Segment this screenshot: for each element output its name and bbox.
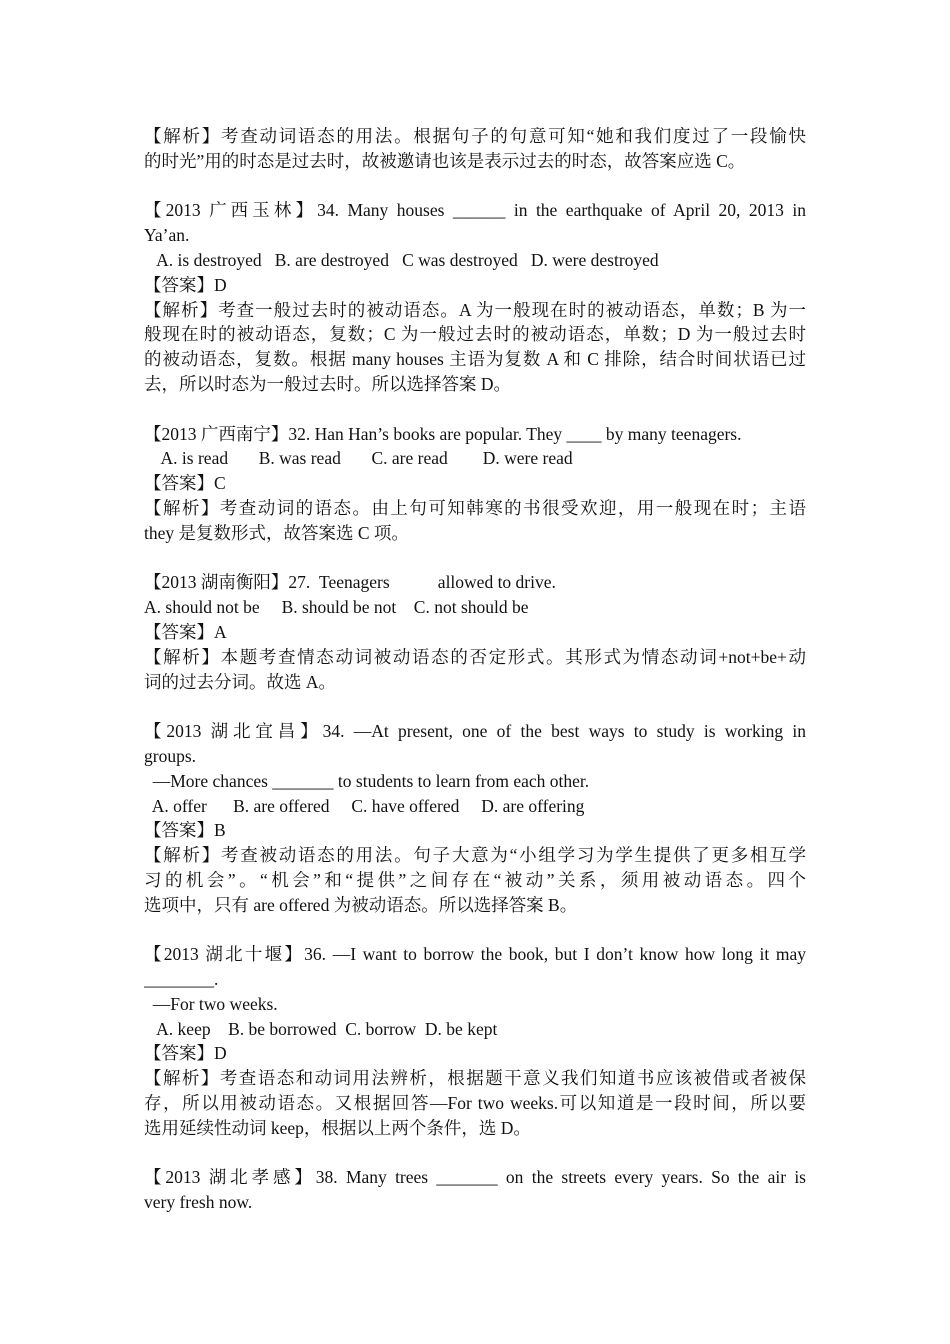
answer-line: 【答案】D — [144, 274, 227, 295]
question-line: —More chances _______ to students to learn from each other. — [144, 770, 590, 791]
question-block — [144, 1165, 806, 1215]
explanation-line: 【解析】考查动词的语态。由上句可知韩寒的书很受欢迎，用一般现在时；主语 — [144, 497, 806, 518]
question-line: —For two weeks. — [144, 993, 278, 1014]
explanation-line: 【解析】考查被动语态的用法。句子大意为“小组学习为学生提供了更多相互学 — [144, 845, 806, 866]
explanation-line: 选项中，只有 are offered 为被动语态。所以选择答案 B。 — [144, 894, 578, 915]
question-block — [144, 198, 806, 396]
options-line: A. keep B. be borrowed C. borrow D. be kept — [144, 1018, 498, 1039]
explanation-line: 的时光”用的时态是过去时，故被邀请也该是表示过去的时态，故答案应选 C。 — [144, 150, 746, 171]
question-block — [144, 942, 806, 1140]
question-line: 【2013 湖北宜昌】34. —At present, one of the best ways to study is working in — [144, 721, 806, 742]
explanation-line: 去，所以时态为一般过去时。所以选择答案 D。 — [144, 373, 512, 394]
explanation-line: 习的机会”。“机会”和“提供”之间存在“被动”关系，须用被动语态。四个 — [144, 869, 806, 890]
explanation-line: 存，所以用被动语态。又根据回答—For two weeks.可以知道是一段时间，所以要 — [144, 1093, 806, 1114]
document-body — [144, 124, 806, 1215]
question-line: ________. — [144, 969, 219, 990]
question-block — [144, 422, 806, 546]
question-line: groups. — [144, 745, 197, 766]
question-line: very fresh now. — [144, 1192, 253, 1213]
options-line: A. is destroyed B. are destroyed C was destroyed D. were destroyed — [144, 249, 659, 270]
answer-line: 【答案】B — [144, 820, 226, 841]
question-line: Ya’an. — [144, 225, 190, 246]
explanation-line: 【解析】考查动词语态的用法。根据句子的句意可知“她和我们度过了一段愉快 — [144, 126, 806, 146]
answer-line: 【答案】A — [144, 621, 227, 642]
question-line: 【2013 湖南衡阳】27. Teenagers allowed to drive. — [144, 572, 556, 593]
explanation-line: 【解析】考查一般过去时的被动语态。A 为一般现在时的被动语态，单数；B 为一 — [144, 299, 806, 320]
question-line: 【2013 湖北孝感】38. Many trees _______ on the streets every years. So the air is — [144, 1167, 806, 1188]
explanation-line: 的被动语态，复数。根据 many houses 主语为复数 A 和 C 排除，结合时间状语已过 — [144, 349, 806, 370]
explanation-block — [144, 124, 806, 174]
question-line: 【2013 广西南宁】32. Han Han’s books are popular. They ____ by many teenagers. — [144, 423, 742, 444]
options-line: A. is read B. was read C. are read D. were read — [144, 448, 573, 469]
question-block — [144, 719, 806, 917]
explanation-line: 词的过去分词。故选 A。 — [144, 671, 337, 692]
explanation-line: they 是复数形式，故答案选 C 项。 — [144, 522, 409, 543]
explanation-line: 般现在时的被动语态，复数；C 为一般过去时的被动语态，单数；D 为一般过去时 — [144, 324, 806, 345]
explanation-line: 【解析】考查语态和动词用法辨析，根据题干意义我们知道书应该被借或者被保 — [144, 1068, 806, 1089]
explanation-line: 【解析】本题考查情态动词被动语态的否定形式。其形式为情态动词+not+be+动 — [144, 646, 806, 667]
options-line: A. should not be B. should be not C. not should be — [144, 597, 529, 618]
options-line: A. offer B. are offered C. have offered D. are offering — [144, 795, 585, 816]
answer-line: 【答案】C — [144, 473, 226, 494]
question-block — [144, 570, 806, 694]
explanation-line: 选用延续性动词 keep，根据以上两个条件，选 D。 — [144, 1117, 531, 1138]
question-line: 【2013 湖北十堰】36. —I want to borrow the book, but I don’t know how long it may — [144, 944, 806, 965]
answer-line: 【答案】D — [144, 1043, 227, 1064]
question-line: 【2013 广西玉林】34. Many houses ______ in the earthquake of April 20, 2013 in — [144, 200, 806, 221]
